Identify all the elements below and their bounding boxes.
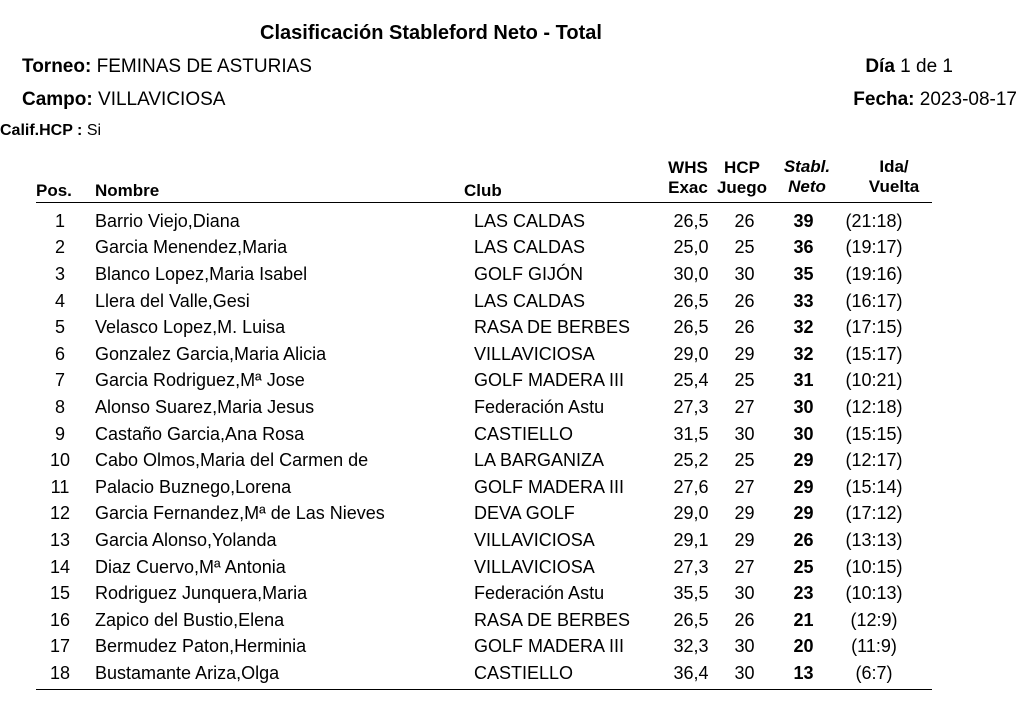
col-club-header: Club [464, 181, 502, 200]
table-row [36, 607, 913, 634]
whs-cell: 27,6 [673, 476, 709, 497]
position-cell: 9 [54, 423, 65, 444]
hcp-cell: 25 [734, 237, 755, 258]
whs-cell: 26,5 [673, 317, 709, 338]
stableford-neto-cell: 36 [793, 237, 814, 258]
position-cell: 5 [54, 317, 65, 338]
whs-cell: 32,3 [673, 636, 709, 657]
torneo-label: Torneo: [22, 56, 92, 77]
torneo-line [22, 56, 312, 78]
whs-cell: 25,4 [673, 370, 709, 391]
ida-vuelta-cell: (10:15) [845, 556, 903, 577]
name-cell: Palacio Buznego,Lorena [95, 476, 292, 497]
hcp-cell: 30 [734, 423, 755, 444]
table-row [36, 447, 913, 474]
table-row [36, 368, 913, 395]
hcp-cell: 27 [734, 396, 755, 417]
ida-vuelta-cell: (15:15) [845, 423, 903, 444]
stableford-neto-cell: 29 [793, 476, 814, 497]
table-row [36, 421, 913, 448]
club-cell: Federación Astu [474, 583, 605, 604]
stableford-neto-cell: 32 [793, 343, 814, 364]
whs-cell: 36,4 [673, 662, 709, 683]
name-cell: Garcia Menendez,Maria [95, 237, 288, 258]
whs-cell: 27,3 [673, 396, 709, 417]
ida-vuelta-cell: (19:17) [845, 237, 903, 258]
stableford-neto-cell: 26 [793, 529, 814, 550]
whs-cell: 29,0 [673, 503, 709, 524]
table-row [36, 527, 913, 554]
club-cell: GOLF GIJÓN [474, 263, 584, 284]
whs-cell: 26,5 [673, 609, 709, 630]
col-stabl-line1: Stabl. [783, 157, 831, 176]
name-cell: Blanco Lopez,Maria Isabel [95, 263, 308, 284]
table-row [36, 634, 913, 661]
position-cell: 4 [54, 290, 65, 311]
stableford-neto-cell: 23 [793, 583, 814, 604]
whs-cell: 25,2 [673, 450, 709, 471]
name-cell: Garcia Alonso,Yolanda [95, 529, 277, 550]
club-cell: DEVA GOLF [474, 503, 575, 524]
table-row [36, 314, 913, 341]
name-cell: Velasco Lopez,M. Luisa [95, 317, 286, 338]
campo-value: VILLAVICIOSA [98, 89, 226, 110]
col-whs-line1: WHS [668, 158, 708, 177]
hcp-cell: 30 [734, 263, 755, 284]
club-cell: LAS CALDAS [474, 210, 586, 231]
name-cell: Garcia Rodriguez,Mª Jose [95, 370, 305, 391]
position-cell: 10 [49, 450, 71, 471]
calif-line [0, 122, 101, 140]
position-cell: 6 [54, 343, 65, 364]
ida-vuelta-cell: (13:13) [845, 529, 903, 550]
dia-label: Día [865, 56, 895, 77]
hcp-cell: 27 [734, 476, 755, 497]
ida-vuelta-cell: (21:18) [845, 210, 903, 231]
position-cell: 1 [54, 210, 65, 231]
position-cell: 8 [54, 396, 65, 417]
fecha-line [853, 89, 1017, 111]
table-row [36, 235, 913, 262]
table-row [36, 580, 913, 607]
ida-vuelta-cell: (15:14) [845, 476, 903, 497]
hcp-cell: 25 [734, 450, 755, 471]
stableford-neto-cell: 20 [793, 636, 814, 657]
hcp-cell: 30 [734, 583, 755, 604]
hcp-cell: 27 [734, 556, 755, 577]
club-cell: VILLAVICIOSA [474, 529, 595, 550]
whs-cell: 25,0 [673, 237, 709, 258]
name-cell: Diaz Cuervo,Mª Antonia [95, 556, 286, 577]
stableford-neto-cell: 31 [793, 370, 814, 391]
position-cell: 16 [49, 609, 71, 630]
name-cell: Gonzalez Garcia,Maria Alicia [95, 343, 327, 364]
position-cell: 2 [54, 237, 65, 258]
ida-vuelta-cell: (17:15) [845, 317, 903, 338]
name-cell: Garcia Fernandez,Mª de Las Nieves [95, 503, 385, 524]
ida-vuelta-cell: (12:9) [850, 609, 898, 630]
stableford-neto-cell: 35 [793, 263, 814, 284]
stableford-neto-cell: 30 [793, 423, 814, 444]
ida-vuelta-cell: (15:17) [845, 343, 903, 364]
name-cell: Castaño Garcia,Ana Rosa [95, 423, 305, 444]
campo-label: Campo: [22, 89, 93, 110]
col-whs-line2: Exac [668, 178, 708, 197]
ida-vuelta-cell: (11:9) [851, 636, 897, 657]
name-cell: Bustamante Ariza,Olga [95, 662, 280, 683]
col-whs-header [660, 158, 716, 198]
hcp-cell: 25 [734, 370, 755, 391]
col-iv-line2: Vuelta [868, 177, 920, 196]
results-body [36, 208, 913, 687]
calif-value: Si [86, 122, 102, 139]
stableford-neto-cell: 39 [793, 210, 814, 231]
fecha-value: 2023-08-17 [919, 89, 1017, 110]
ida-vuelta-cell: (6:7) [855, 662, 893, 683]
whs-cell: 35,5 [673, 583, 709, 604]
dia-line [865, 56, 953, 78]
col-pos-header: Pos. [36, 181, 72, 200]
club-cell: CASTIELLO [474, 423, 574, 444]
club-cell: GOLF MADERA III [474, 370, 625, 391]
stableford-neto-cell: 30 [793, 396, 814, 417]
name-cell: Rodriguez Junquera,Maria [95, 583, 308, 604]
position-cell: 17 [49, 636, 71, 657]
ida-vuelta-cell: (19:16) [845, 263, 903, 284]
ida-vuelta-cell: (17:12) [845, 503, 903, 524]
club-cell: VILLAVICIOSA [474, 556, 595, 577]
table-row [36, 208, 913, 235]
position-cell: 14 [49, 556, 71, 577]
hcp-cell: 30 [734, 636, 755, 657]
col-hcp-line1: HCP [724, 158, 760, 177]
col-stabl-line2: Neto [788, 177, 826, 196]
header-rule [36, 202, 932, 203]
campo-line [22, 89, 225, 111]
results-table [36, 208, 913, 687]
position-cell: 18 [49, 662, 71, 683]
col-iv-line1: Ida/ [879, 157, 909, 176]
whs-cell: 29,1 [673, 529, 709, 550]
club-cell: LAS CALDAS [474, 237, 586, 258]
ida-vuelta-cell: (12:17) [845, 450, 903, 471]
name-cell: Bermudez Paton,Herminia [95, 636, 307, 657]
whs-cell: 30,0 [673, 263, 709, 284]
club-cell: LAS CALDAS [474, 290, 586, 311]
ida-vuelta-cell: (10:13) [845, 583, 903, 604]
club-cell: CASTIELLO [474, 662, 574, 683]
hcp-cell: 26 [734, 609, 755, 630]
club-cell: RASA DE BERBES [474, 317, 631, 338]
table-row [36, 554, 913, 581]
name-cell: Llera del Valle,Gesi [95, 290, 250, 311]
stableford-neto-cell: 29 [793, 450, 814, 471]
torneo-value: FEMINAS DE ASTURIAS [96, 56, 312, 77]
table-row [36, 474, 913, 501]
hcp-cell: 29 [734, 529, 755, 550]
stableford-neto-cell: 29 [793, 503, 814, 524]
position-cell: 3 [54, 263, 65, 284]
hcp-cell: 26 [734, 290, 755, 311]
whs-cell: 31,5 [673, 423, 709, 444]
table-row [36, 341, 913, 368]
footer-rule [36, 689, 932, 690]
position-cell: 11 [50, 476, 70, 497]
club-cell: RASA DE BERBES [474, 609, 631, 630]
ida-vuelta-cell: (12:18) [845, 396, 903, 417]
hcp-cell: 29 [734, 503, 755, 524]
stableford-neto-cell: 32 [793, 317, 814, 338]
stableford-neto-cell: 33 [793, 290, 814, 311]
table-row [36, 660, 913, 687]
position-cell: 13 [49, 529, 71, 550]
col-nombre-header: Nombre [95, 181, 160, 200]
col-stabl-header [775, 157, 839, 197]
club-cell: GOLF MADERA III [474, 476, 625, 497]
col-iv-header [856, 157, 932, 197]
calif-label: Calif.HCP : [0, 122, 83, 139]
whs-cell: 27,3 [673, 556, 709, 577]
stableford-neto-cell: 13 [793, 662, 814, 683]
table-row [36, 288, 913, 315]
hcp-cell: 29 [734, 343, 755, 364]
hcp-cell: 26 [734, 210, 755, 231]
stableford-neto-cell: 21 [793, 609, 814, 630]
fecha-label: Fecha: [853, 89, 915, 110]
position-cell: 7 [54, 370, 65, 391]
report-title: Clasificación Stableford Neto - Total [260, 22, 602, 44]
stableford-neto-cell: 25 [793, 556, 814, 577]
hcp-cell: 26 [734, 317, 755, 338]
ida-vuelta-cell: (10:21) [845, 370, 903, 391]
dia-value: 1 de 1 [900, 56, 953, 77]
name-cell: Alonso Suarez,Maria Jesus [95, 396, 315, 417]
position-cell: 12 [49, 503, 71, 524]
club-cell: GOLF MADERA III [474, 636, 625, 657]
whs-cell: 29,0 [673, 343, 709, 364]
club-cell: LA BARGANIZA [474, 450, 605, 471]
col-hcp-line2: Juego [716, 178, 768, 197]
ida-vuelta-cell: (16:17) [845, 290, 903, 311]
col-hcp-header [714, 158, 770, 198]
hcp-cell: 30 [734, 662, 755, 683]
table-row [36, 501, 913, 528]
position-cell: 15 [49, 583, 71, 604]
name-cell: Zapico del Bustio,Elena [95, 609, 285, 630]
whs-cell: 26,5 [673, 290, 709, 311]
name-cell: Cabo Olmos,Maria del Carmen de [95, 450, 369, 471]
table-row [36, 261, 913, 288]
name-cell: Barrio Viejo,Diana [95, 210, 240, 231]
whs-cell: 26,5 [673, 210, 709, 231]
table-row [36, 394, 913, 421]
club-cell: VILLAVICIOSA [474, 343, 595, 364]
club-cell: Federación Astu [474, 396, 605, 417]
